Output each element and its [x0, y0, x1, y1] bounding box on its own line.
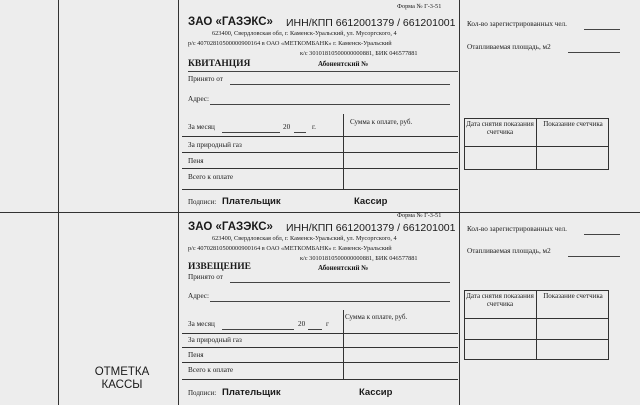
cashier-label: Кассир: [359, 387, 393, 398]
corr-account: к/с 30101810500000000881, БИК 046577881: [300, 255, 418, 262]
cash-mark-label: ОТМЕТКА КАССЫ: [94, 366, 150, 392]
meter-table-divider: [536, 118, 537, 170]
row-total-label: Всего к оплате: [188, 173, 234, 181]
doc-title: КВИТАНЦИЯ: [188, 59, 251, 69]
inn-kpp: ИНН/КПП 6612001379 / 661201001: [286, 17, 456, 29]
signatures-label: Подписи:: [188, 198, 217, 206]
bank-account: р/с 40702810500000900164 в ОАО «МЕТКОМБАНК» г. Каменск-Уральский: [188, 245, 392, 252]
left-column-border: [58, 0, 59, 405]
received-from-label: Принято от: [188, 273, 223, 281]
row-total-label: Всего к оплате: [188, 366, 234, 374]
year-suffix: г.: [312, 123, 316, 131]
row-gas-label: За природный газ: [188, 141, 242, 149]
title-underline: [188, 71, 458, 72]
month-label: За месяц: [188, 320, 215, 328]
section-divider: [0, 212, 640, 213]
inn-kpp: ИНН/КПП 6612001379 / 661201001: [286, 222, 456, 234]
company-address: 623400, Свердловская обл, г. Каменск-Уральский, ул. Мусоргского, 4: [212, 30, 397, 37]
form-number: Форма № Г-3-51: [397, 212, 442, 219]
amounts-table-line: [182, 136, 458, 137]
year-suffix: г: [326, 320, 329, 328]
registered-count-label: Кол-во зарегистрированных чел.: [467, 225, 567, 233]
amounts-table-line: [182, 362, 458, 363]
company-address: 623400, Свердловская обл, г. Каменск-Уральский, ул. Мусоргского, 4: [212, 235, 397, 242]
payer-label: Плательщик: [222, 196, 281, 207]
company-name: ЗАО «ГАЗЭКС»: [188, 16, 273, 28]
meter-value-header: Показание счетчика: [543, 292, 603, 300]
sum-label: Сумма к оплате, руб.: [350, 118, 413, 126]
corr-account: к/с 30101810500000000881, БИК 046577881: [300, 50, 418, 57]
row-penalty-label: Пеня: [188, 351, 204, 359]
meter-table-divider: [536, 290, 537, 360]
meter-table-header-line: [464, 318, 609, 319]
amounts-table-divider: [343, 310, 344, 380]
registered-count-field[interactable]: [584, 234, 620, 235]
doc-title: ИЗВЕЩЕНИЕ: [188, 262, 251, 272]
sum-label: Сумма к оплате, руб.: [345, 313, 408, 321]
heated-area-label: Отапливаемая площадь, м2: [467, 247, 551, 255]
amounts-table-line: [182, 152, 458, 153]
received-from-field[interactable]: [230, 84, 450, 85]
year-prefix: 20: [298, 320, 306, 328]
year-field[interactable]: [294, 132, 306, 133]
registered-count-field[interactable]: [584, 29, 620, 30]
meter-table-header-line: [464, 146, 609, 147]
meter-table-row-line: [464, 339, 609, 340]
month-field[interactable]: [222, 132, 280, 133]
address-field[interactable]: [210, 301, 450, 302]
row-penalty-label: Пеня: [188, 157, 204, 165]
heated-area-field[interactable]: [568, 52, 620, 53]
amounts-table-line: [182, 347, 458, 348]
right-column-border: [459, 0, 460, 405]
year-prefix: 20: [283, 123, 291, 131]
registered-count-label: Кол-во зарегистрированных чел.: [467, 20, 567, 28]
signatures-label: Подписи:: [188, 389, 217, 397]
subscriber-number-label: Абонентский №: [318, 60, 369, 68]
address-label: Адрес:: [188, 95, 209, 103]
meter-date-header: Дата снятия показания счетчика: [466, 120, 534, 137]
company-name: ЗАО «ГАЗЭКС»: [188, 221, 273, 233]
cashier-label: Кассир: [354, 196, 388, 207]
received-from-label: Принято от: [188, 75, 223, 83]
address-field[interactable]: [210, 104, 450, 105]
year-field[interactable]: [308, 329, 322, 330]
meter-date-header: Дата снятия показания счетчика: [466, 292, 534, 309]
meter-value-header: Показание счетчика: [543, 120, 603, 128]
amounts-table-line: [182, 333, 458, 334]
heated-area-label: Отапливаемая площадь, м2: [467, 43, 551, 51]
payer-label: Плательщик: [222, 387, 281, 398]
main-column-border: [178, 0, 179, 405]
row-gas-label: За природный газ: [188, 336, 242, 344]
amounts-table-line: [182, 168, 458, 169]
amounts-table-line: [182, 379, 458, 380]
month-field[interactable]: [222, 329, 294, 330]
amounts-table-line: [182, 189, 458, 190]
address-label: Адрес:: [188, 292, 209, 300]
received-from-field[interactable]: [230, 282, 450, 283]
bank-account: р/с 40702810500000900164 в ОАО «МЕТКОМБАНК» г. Каменск-Уральский: [188, 40, 392, 47]
subscriber-number-label: Абонентский №: [318, 264, 369, 272]
heated-area-field[interactable]: [568, 256, 620, 257]
form-number: Форма № Г-3-51: [397, 3, 442, 10]
month-label: За месяц: [188, 123, 215, 131]
